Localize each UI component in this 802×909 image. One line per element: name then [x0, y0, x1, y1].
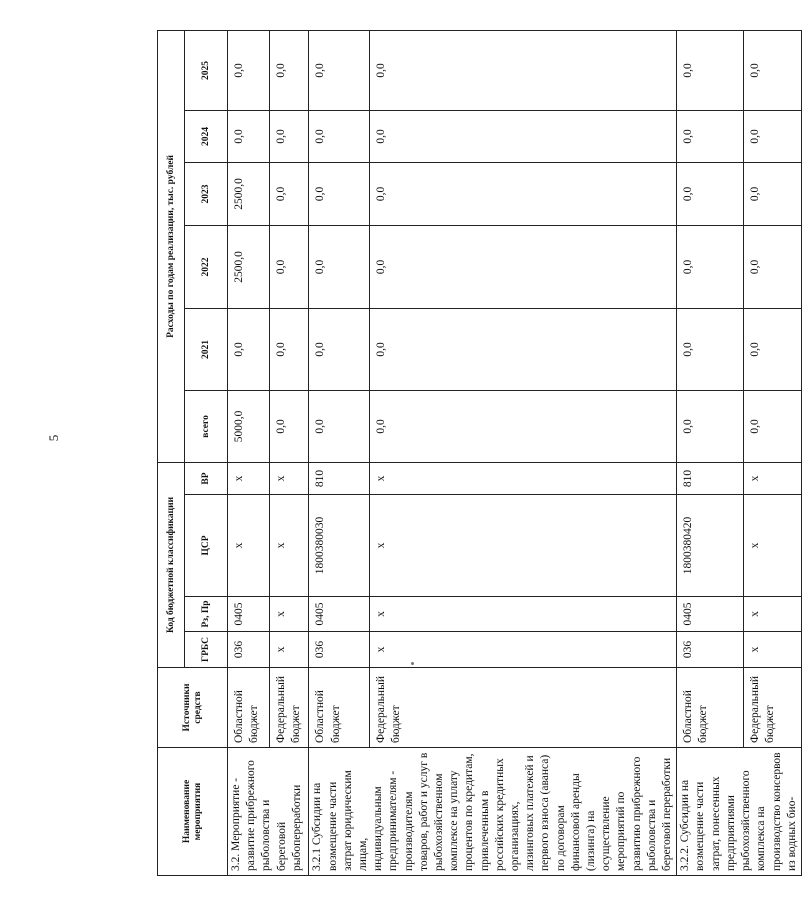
cell-2022: 0,0 [677, 225, 743, 308]
cell-source: Областной бюджет [677, 668, 743, 748]
header-csr: ЦСР [185, 495, 228, 597]
row-name: 3.2.2. Субсидии на возмещение части затрат, понесенных предприятиями рыбохозяйственного комплекса на производство консервов из водных био- [677, 748, 802, 876]
cell-2025: 0,0 [369, 30, 677, 110]
cell-vr: 810 [309, 462, 369, 494]
table-row [677, 30, 743, 875]
header-grbs: ГРБС [185, 632, 228, 668]
cell-2024: 0,0 [270, 110, 309, 162]
header-rzpr: Рз, Пр [185, 597, 228, 632]
cell-rzpr: 0405 [677, 597, 743, 632]
cell-rzpr: х [270, 597, 309, 632]
cell-2025: 0,0 [743, 30, 801, 110]
cell-total: 5000,0 [228, 390, 270, 462]
cell-2025: 0,0 [270, 30, 309, 110]
cell-rzpr: х [743, 597, 801, 632]
header-2025: 2025 [185, 30, 228, 110]
rotated-page-content [157, 31, 798, 876]
header-2023: 2023 [185, 162, 228, 225]
cell-grbs: х [369, 632, 677, 668]
budget-table [157, 30, 802, 876]
cell-2023: 0,0 [270, 162, 309, 225]
cell-2024: 0,0 [309, 110, 369, 162]
cell-grbs: 036 [228, 632, 270, 668]
cell-vr: 810 [677, 462, 743, 494]
header-2022: 2022 [185, 225, 228, 308]
cell-2023: 2500,0 [228, 162, 270, 225]
scan-speck [411, 662, 414, 665]
cell-2021: 0,0 [270, 308, 309, 390]
cell-csr: х [369, 495, 677, 597]
header-expenses: Расходы по годам реализации, тыс. рублей [158, 30, 185, 462]
cell-2025: 0,0 [309, 30, 369, 110]
cell-2021: 0,0 [228, 308, 270, 390]
cell-rzpr: 0405 [228, 597, 270, 632]
cell-2024: 0,0 [677, 110, 743, 162]
cell-vr: х [743, 462, 801, 494]
cell-total: 0,0 [743, 390, 801, 462]
cell-2024: 0,0 [369, 110, 677, 162]
cell-csr: 1800380420 [677, 495, 743, 597]
header-vr: ВР [185, 462, 228, 494]
cell-csr: 1800380030 [309, 495, 369, 597]
cell-2025: 0,0 [677, 30, 743, 110]
header-2021: 2021 [185, 308, 228, 390]
cell-2021: 0,0 [309, 308, 369, 390]
cell-2022: 0,0 [369, 225, 677, 308]
cell-2023: 0,0 [369, 162, 677, 225]
table-row [228, 30, 270, 875]
cell-2022: 0,0 [309, 225, 369, 308]
header-name: Наименование мероприятия [158, 748, 228, 876]
cell-total: 0,0 [677, 390, 743, 462]
header-budget-code: Код бюджетной классификации [158, 462, 185, 667]
cell-2021: 0,0 [743, 308, 801, 390]
cell-csr: х [743, 495, 801, 597]
cell-source: Федеральный бюджет [270, 668, 309, 748]
cell-2021: 0,0 [369, 308, 677, 390]
cell-2023: 0,0 [677, 162, 743, 225]
cell-2022: 0,0 [270, 225, 309, 308]
header-source: Источники средств [158, 668, 228, 748]
cell-vr: х [270, 462, 309, 494]
cell-total: 0,0 [270, 390, 309, 462]
cell-total: 0,0 [369, 390, 677, 462]
table-row [309, 30, 369, 875]
cell-source: Федеральный бюджет [369, 668, 677, 748]
cell-source: Областной бюджет [228, 668, 270, 748]
cell-2024: 0,0 [743, 110, 801, 162]
row-name: 3.2.1 Субсидии на возмещение части затрат юридическим лицам, индивидуальным предпринимателям - производителям товаров, работ и услуг в рыбохозяйственном комплексе на уплату процентов по кредитам, привлеченным в российских кредитных организациях, лизинговых платежей и первого взноса (аванса) по договорам финансовой аренды (лизинга) на осуществление мероприятий по развитию прибрежного рыболовства и береговой переработки [309, 748, 677, 876]
header-2024: 2024 [185, 110, 228, 162]
cell-2024: 0,0 [228, 110, 270, 162]
cell-grbs: 036 [309, 632, 369, 668]
cell-vr: х [369, 462, 677, 494]
cell-rzpr: х [369, 597, 677, 632]
cell-source: Областной бюджет [309, 668, 369, 748]
cell-2021: 0,0 [677, 308, 743, 390]
cell-vr: х [228, 462, 270, 494]
cell-grbs: х [743, 632, 801, 668]
row-name: 3.2. Мероприятие - развитие прибрежного рыболовства и береговой рыбопереработки [228, 748, 309, 876]
cell-csr: х [270, 495, 309, 597]
cell-total: 0,0 [309, 390, 369, 462]
cell-csr: х [228, 495, 270, 597]
cell-grbs: 036 [677, 632, 743, 668]
cell-2022: 0,0 [743, 225, 801, 308]
page-number: 5 [46, 434, 61, 442]
cell-2025: 0,0 [228, 30, 270, 110]
cell-source: Федеральный бюджет [743, 668, 801, 748]
header-total: всего [185, 390, 228, 462]
cell-2023: 0,0 [743, 162, 801, 225]
cell-2023: 0,0 [309, 162, 369, 225]
cell-rzpr: 0405 [309, 597, 369, 632]
cell-2022: 2500,0 [228, 225, 270, 308]
cell-grbs: х [270, 632, 309, 668]
